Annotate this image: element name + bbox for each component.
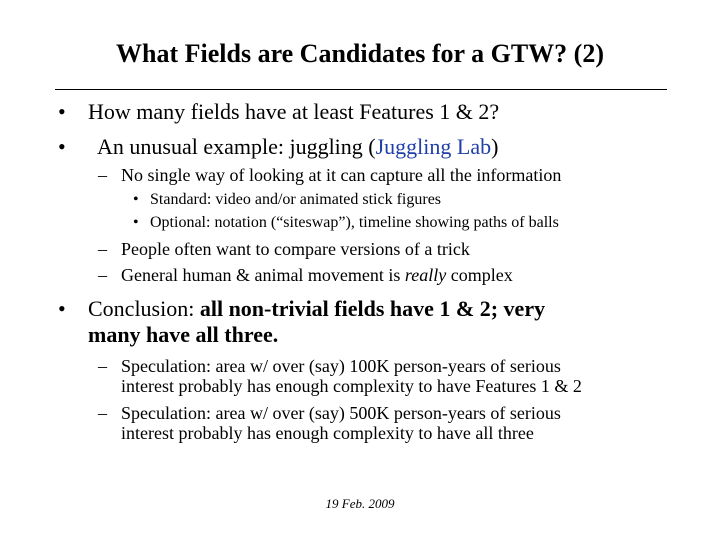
bullet-2-prefix: An unusual example: juggling ( [97, 134, 376, 159]
sub-sub-bullet-standard: Standard: video and/or animated stick figures [150, 191, 442, 208]
conclusion-line-1 [88, 296, 545, 322]
dash-marker: – [98, 403, 107, 423]
conclusion-line-2: many have all three. [88, 322, 279, 347]
dash-marker: – [98, 239, 107, 259]
juggling-lab-link[interactable]: Juggling Lab [375, 134, 492, 159]
sub-bullet-compare-versions: People often want to compare versions of a trick [121, 239, 470, 259]
speculation-2-line-1: Speculation: area w/ over (say) 500K person-years of serious [121, 403, 561, 423]
bullet-dot: • [58, 296, 66, 321]
dash-marker: – [98, 165, 107, 185]
dash-marker: – [98, 265, 107, 285]
bullet-2-suffix: ) [491, 134, 499, 159]
speculation-2-line-2: interest probably has enough complexity to have all three [121, 423, 534, 443]
sub-sub-bullet-optional: Optional: notation (“siteswap”), timeline showing paths of balls [150, 214, 559, 231]
bullet-dot: • [133, 214, 139, 231]
bullet-dot: • [58, 99, 66, 124]
movement-prefix: General human & animal movement is [121, 265, 405, 285]
bullet-dot: • [133, 191, 139, 208]
bullet-2-text [97, 134, 498, 160]
speculation-1-line-2: interest probably has enough complexity to have Features 1 & 2 [121, 376, 582, 396]
sub-bullet-movement [121, 264, 513, 286]
bullet-1-text: How many fields have at least Features 1 & 2? [88, 99, 500, 124]
sub-bullet-no-single-way: No single way of looking at it can capture all the information [121, 165, 562, 185]
slide-title: What Fields are Candidates for a GTW? (2) [116, 39, 604, 68]
footer-date: 19 Feb. 2009 [325, 496, 395, 511]
dash-marker: – [98, 356, 107, 376]
movement-suffix: complex [446, 265, 513, 285]
movement-emphasis: really [404, 265, 447, 285]
bullet-dot: • [58, 134, 66, 159]
conclusion-prefix: Conclusion: [88, 296, 200, 321]
conclusion-bold-1: all non-trivial fields have 1 & 2; very [199, 296, 546, 321]
speculation-1-line-1: Speculation: area w/ over (say) 100K person-years of serious [121, 356, 561, 376]
title-divider [55, 89, 667, 90]
